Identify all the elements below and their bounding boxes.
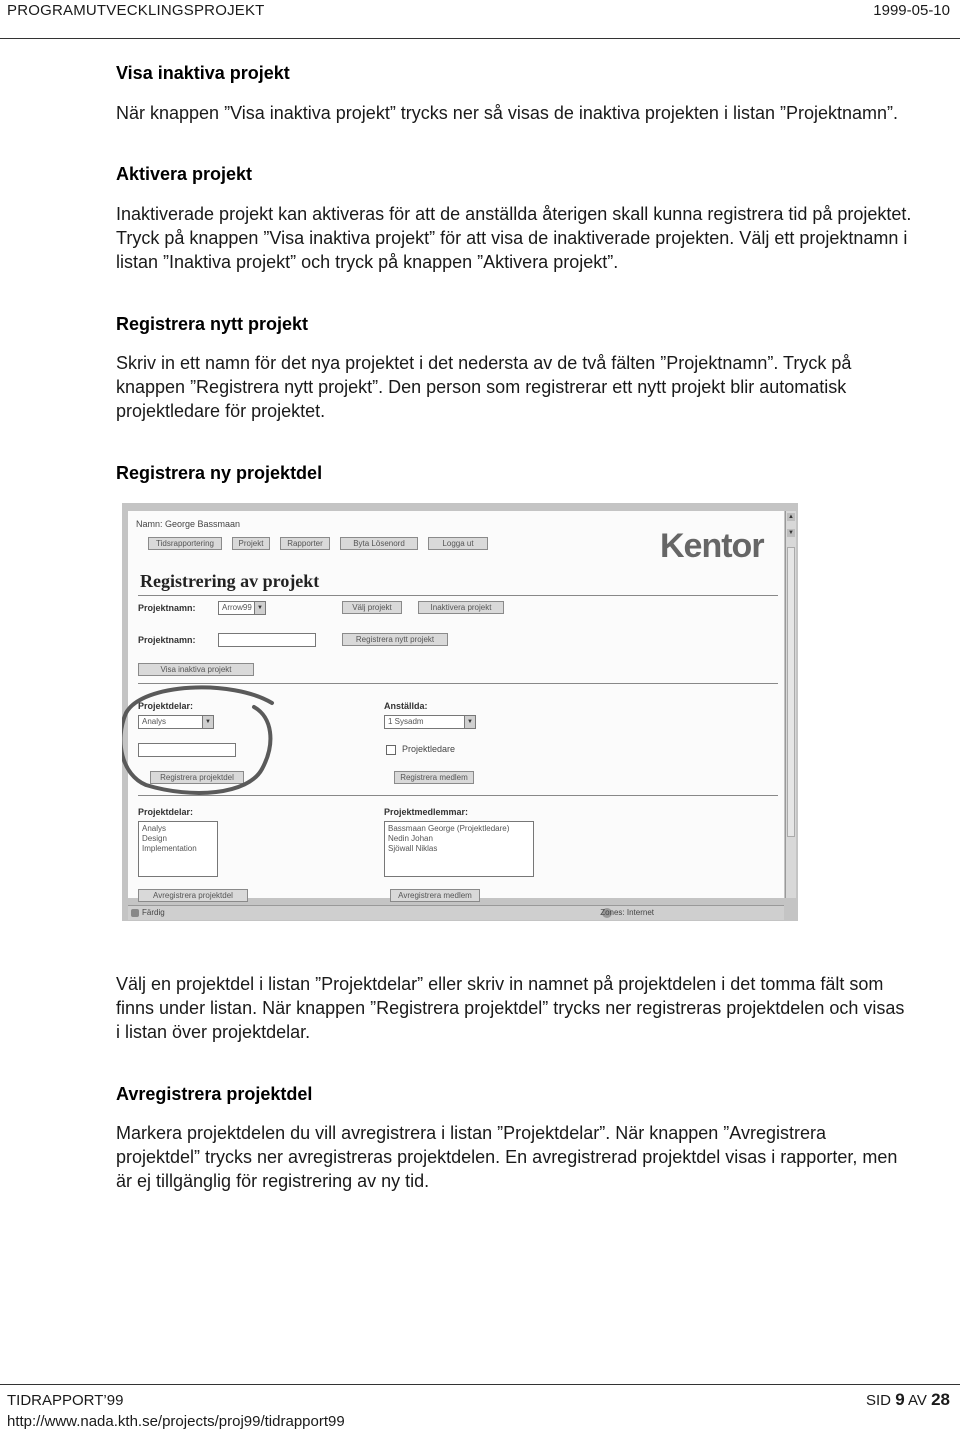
sid-label: SID xyxy=(866,1392,892,1409)
user-name: Namn: George Bassmaan xyxy=(136,519,241,529)
inaktivera-projekt-button[interactable]: Inaktivera projekt xyxy=(418,601,504,614)
heading-avregistrera: Avregistrera projektdel xyxy=(116,1084,313,1104)
projektmedlemmar-label: Projektmedlemmar: xyxy=(384,807,469,817)
select-value: Arrow99 xyxy=(222,603,252,612)
av-label: AV xyxy=(908,1392,927,1409)
projektdelar-label: Projektdelar: xyxy=(138,701,194,711)
scroll-down-icon[interactable]: ▼ xyxy=(788,530,794,536)
chevron-down-icon: ▼ xyxy=(254,602,265,614)
text-line: Tryck på knappen ”Visa inaktiva projekt” för att visa de inaktiverade projekten. Välj ett projektnamn i xyxy=(116,228,908,248)
list-item[interactable]: Implementation xyxy=(142,844,197,853)
status-left: Färdig xyxy=(142,908,165,917)
kentor-logo: Kentor xyxy=(660,527,764,565)
list-item[interactable]: Bassmaan George (Projektledare) xyxy=(388,824,510,833)
vertical-scrollbar[interactable] xyxy=(785,511,796,898)
visa-inaktiva-projekt-button[interactable]: Visa inaktiva projekt xyxy=(138,663,254,676)
text-line: projektdel” trycks ner avregistreras projektdelen. En avregistrerad projektdel visas i rapporter, men xyxy=(116,1147,898,1167)
paragraph-visa-inaktiva xyxy=(116,101,948,125)
text-line: i listan över projektdelar. xyxy=(116,1022,311,1042)
application-screenshot xyxy=(122,503,798,921)
scroll-thumb[interactable] xyxy=(787,547,795,837)
heading-registrera-nytt: Registrera nytt projekt xyxy=(116,314,309,334)
registrera-medlem-button[interactable]: Registrera medlem xyxy=(394,771,474,784)
paragraph-registrera-nytt xyxy=(116,351,948,423)
page-icon xyxy=(131,909,139,917)
nav-tidsrapportering[interactable]: Tidsrapportering xyxy=(148,537,222,550)
nav-projekt[interactable]: Projekt xyxy=(232,537,270,550)
text-line: Skriv in ett namn för det nya projektet i det nedersta av de två fälten ”Projektnamn”. Tryck på xyxy=(116,353,852,373)
paragraph-registrera-projektdel xyxy=(116,972,948,1044)
highlight-circle xyxy=(122,503,798,921)
heading-registrera-projektdel: Registrera ny projektdel xyxy=(116,463,323,483)
projektledare-label: Projektledare xyxy=(402,744,456,754)
text-line: Markera projektdelen du vill avregistrera i listan ”Projektdelar”. När knappen ”Avregistrera xyxy=(116,1123,826,1143)
anstallda-label: Anställda: xyxy=(384,701,428,711)
avregistrera-projektdel-button[interactable]: Avregistrera projektdel xyxy=(138,889,248,902)
valj-projekt-button[interactable]: Välj projekt xyxy=(342,601,402,614)
status-zone: Zones: Internet xyxy=(600,908,654,917)
registrera-projektdel-button[interactable]: Registrera projektdel xyxy=(150,771,244,784)
text-line: Välj en projektdel i listan ”Projektdelar” eller skriv in namnet på projektdelen i det tomma fält som xyxy=(116,974,884,994)
nav-byta-losenord[interactable]: Byta Lösenord xyxy=(340,537,418,550)
registrera-nytt-projekt-button[interactable]: Registrera nytt projekt xyxy=(342,633,448,646)
list-item[interactable]: Analys xyxy=(142,824,167,833)
page-header xyxy=(0,0,960,39)
text-line: Inaktiverade projekt kan aktiveras för att de anställda återigen skall kunna registrera tid på projektet. xyxy=(116,204,912,224)
list-item[interactable]: Sjöwall Niklas xyxy=(388,844,438,853)
heading-visa-inaktiva: Visa inaktiva projekt xyxy=(116,63,290,83)
avregistrera-medlem-button[interactable]: Avregistrera medlem xyxy=(390,889,480,902)
paragraph-aktivera xyxy=(116,202,948,274)
heading-aktivera: Aktivera projekt xyxy=(116,164,253,184)
text-line: är ej tillgänglig för registrering av ny tid. xyxy=(116,1171,430,1191)
screenshot-title: Registrering av projekt xyxy=(140,571,320,591)
text-line: knappen ”Registrera nytt projekt”. Den person som registrerar ett nytt projekt blir automatisk xyxy=(116,377,847,397)
footer-title: TIDRAPPORT’99 xyxy=(7,1392,124,1409)
list-item[interactable]: Nedin Johan xyxy=(388,834,433,843)
text-line: listan ”Inaktiva projekt” och tryck på knappen ”Aktivera projekt”. xyxy=(116,252,619,272)
projektnamn-label: Projektnamn: xyxy=(138,603,196,613)
paragraph-avregistrera xyxy=(116,1121,948,1193)
chevron-down-icon: ▼ xyxy=(202,716,213,728)
total-pages: 28 xyxy=(931,1390,950,1409)
footer-url: http://www.nada.kth.se/projects/proj99/tidrapport99 xyxy=(7,1413,345,1430)
nav-logga-ut[interactable]: Logga ut xyxy=(428,537,488,550)
nav-rapporter[interactable]: Rapporter xyxy=(280,537,330,550)
scroll-up-icon[interactable]: ▲ xyxy=(788,514,794,520)
projektdelar-list-label: Projektdelar: xyxy=(138,807,194,817)
header-date: 1999-05-10 xyxy=(873,2,950,19)
chevron-down-icon: ▼ xyxy=(464,716,475,728)
select-value: Analys xyxy=(142,717,167,726)
page-number xyxy=(866,1390,950,1410)
text-line: projektledare för projektet. xyxy=(116,401,326,421)
list-item[interactable]: Design xyxy=(142,834,167,843)
browser-status-bar xyxy=(128,905,784,920)
select-value: 1 Sysadm xyxy=(388,717,424,726)
header-title: PROGRAMUTVECKLINGSPROJEKT xyxy=(7,2,265,19)
current-page: 9 xyxy=(895,1390,905,1409)
projektnamn2-label: Projektnamn: xyxy=(138,635,196,645)
text-line: finns under listan. När knappen ”Registrera projektdel” trycks ner registreras projektdelen och visas xyxy=(116,998,905,1018)
text-line: När knappen ”Visa inaktiva projekt” trycks ner så visas de inaktiva projekten i listan ”Projektnamn”. xyxy=(116,103,899,123)
footer-rule xyxy=(0,1384,960,1385)
